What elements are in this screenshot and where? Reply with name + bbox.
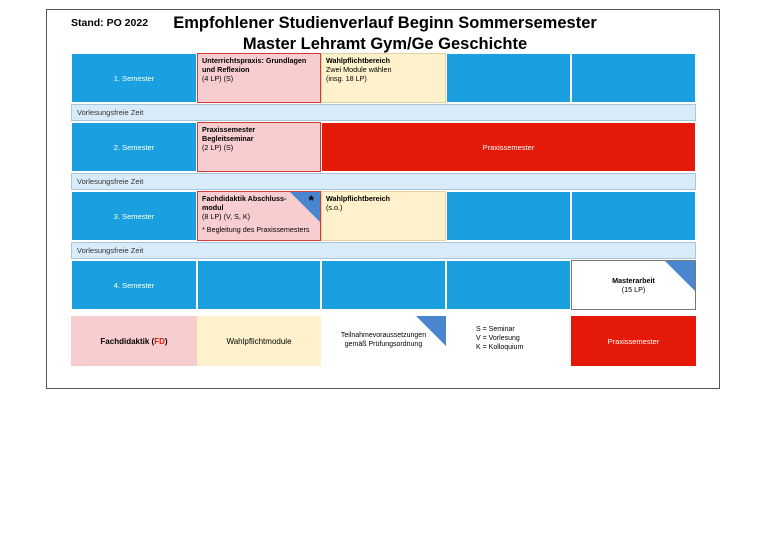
fachdidaktik-title-2: modul xyxy=(202,203,224,212)
praxissemester-seminar-title-1: Praxissemester xyxy=(202,125,256,134)
legend-req-line1: Teilnahmevoraussetzungen xyxy=(340,332,427,339)
semester-4-empty-b xyxy=(321,260,446,310)
legend-abbreviations xyxy=(476,325,571,365)
wahlpflicht-1-line1: Zwei Module wählen xyxy=(326,65,392,74)
legend-wahlpflicht: Wahlpflichtmodule xyxy=(197,316,321,366)
prerequisite-corner-icon xyxy=(416,316,446,346)
praxissemester-seminar-module xyxy=(197,122,321,172)
praxissemester-block: Praxissemester xyxy=(321,122,696,172)
semester-3-label: 3. Semester xyxy=(71,191,197,241)
wahlpflicht-module-1 xyxy=(321,53,446,103)
legend-kolloquium: K = Kolloquium xyxy=(476,344,524,351)
semester-4-empty-a xyxy=(197,260,321,310)
lecture-free-period-1: Vorlesungsfreie Zeit xyxy=(71,104,696,121)
legend-seminar: S = Seminar xyxy=(476,326,515,333)
praxissemester-seminar-title-2: Begleitseminar xyxy=(202,134,254,143)
star-marker: * xyxy=(308,192,314,208)
legend-req-line2: gemäß Prüfungsordnung xyxy=(344,341,423,348)
fachdidaktik-abschluss-module xyxy=(197,191,321,241)
legend-fd-close: ) xyxy=(164,336,168,346)
masterarbeit-detail: (15 LP) xyxy=(621,285,646,294)
fachdidaktik-note: * Begleitung des Praxissemesters xyxy=(202,225,310,234)
legend-fachdidaktik xyxy=(71,316,197,366)
prerequisite-corner-icon xyxy=(290,192,320,222)
praxissemester-seminar-detail: (2 LP) (S) xyxy=(202,143,234,152)
legend-prerequisites xyxy=(321,316,446,366)
stand-label: Stand: PO 2022 xyxy=(71,17,149,29)
prerequisite-corner-icon xyxy=(665,261,695,291)
wahlpflicht-1-line2: (insg. 18 LP) xyxy=(326,74,367,83)
legend-praxissemester: Praxissemester xyxy=(571,316,696,366)
semester-3-empty-b xyxy=(571,191,696,241)
fachdidaktik-title-1: Fachdidaktik Abschluss- xyxy=(202,194,287,203)
wahlpflicht-3-line1: (s.o.) xyxy=(326,203,343,212)
unterrichtspraxis-title: Unterrichtspraxis: Grundlagen und Reflexion xyxy=(202,56,307,74)
semester-1-label: 1. Semester xyxy=(71,53,197,103)
lecture-free-period-2: Vorlesungsfreie Zeit xyxy=(71,173,696,190)
masterarbeit-title: Masterarbeit xyxy=(612,276,655,285)
semester-4-label: 4. Semester xyxy=(71,260,197,310)
semester-2-label: 2. Semester xyxy=(71,122,197,172)
semester-4-empty-c xyxy=(446,260,571,310)
unterrichtspraxis-module xyxy=(197,53,321,103)
semester-1-empty-b xyxy=(571,53,696,103)
wahlpflicht-1-title: Wahlpflichtbereich xyxy=(326,56,391,65)
unterrichtspraxis-detail: (4 LP) (S) xyxy=(202,74,234,83)
page-subtitle: Master Lehramt Gym/Ge Geschichte xyxy=(242,35,528,53)
semester-3-empty-a xyxy=(446,191,571,241)
fachdidaktik-detail: (8 LP) (V, S, K) xyxy=(202,212,251,221)
page-title: Empfohlener Studienverlauf Beginn Sommersemester xyxy=(173,14,597,32)
legend-fd-label: Fachdidaktik ( xyxy=(100,336,155,346)
legend-fd-abbr: FD xyxy=(154,336,165,346)
lecture-free-period-3: Vorlesungsfreie Zeit xyxy=(71,242,696,259)
masterarbeit-module xyxy=(571,260,696,310)
wahlpflicht-module-3 xyxy=(321,191,446,241)
wahlpflicht-3-title: Wahlpflichtbereich xyxy=(326,194,391,203)
legend-vorlesung: V = Vorlesung xyxy=(476,335,520,342)
semester-1-empty-a xyxy=(446,53,571,103)
